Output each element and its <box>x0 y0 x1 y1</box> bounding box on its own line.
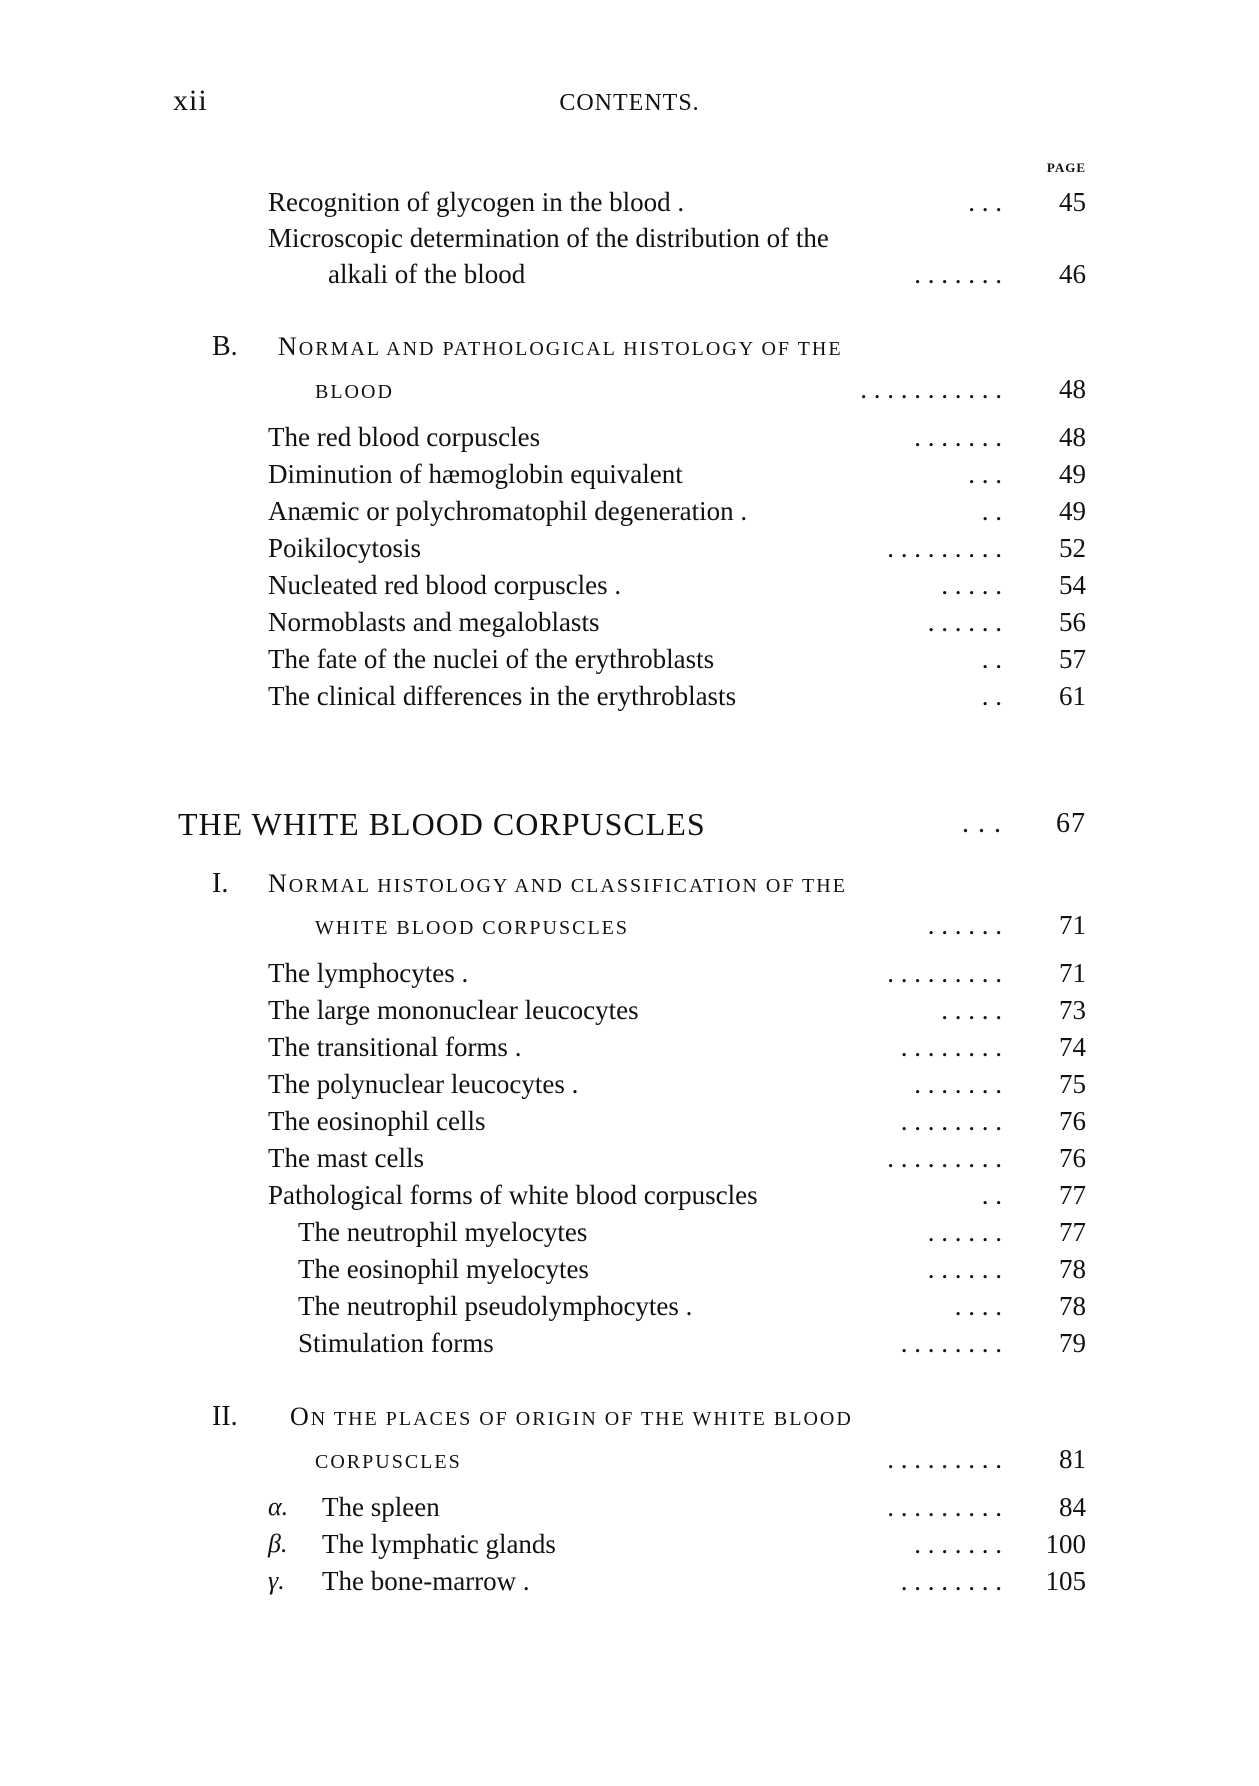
toc-entry-title: The transitional forms . <box>268 1032 522 1062</box>
toc-leader: . . . . . . . <box>914 1529 1002 1559</box>
toc-leader: . . . . . . . . . <box>887 958 1002 988</box>
toc-entry-title: The fate of the nuclei of the erythroblasts <box>268 644 715 674</box>
toc-entry-page: 75 <box>1059 1069 1086 1099</box>
toc-leader: . . . . . . . . <box>900 1032 1002 1062</box>
page-folio: xii <box>173 84 208 117</box>
toc-entry-page: 73 <box>1059 995 1086 1025</box>
toc-entry-title: The spleen <box>322 1492 440 1522</box>
toc-leader: . . . <box>968 459 1002 489</box>
section-heading-initial: N <box>268 869 289 898</box>
toc-entry-title: The bone-marrow . <box>322 1566 530 1596</box>
toc-entry-page: 52 <box>1059 533 1086 563</box>
toc-leader: . . . . . . . <box>914 422 1002 452</box>
section-heading-continuation[interactable] <box>315 1442 1086 1476</box>
section-heading-rest: ORMAL HISTOLOGY AND CLASSIFICATION OF THE <box>288 875 847 897</box>
toc-entry[interactable] <box>268 605 1086 639</box>
toc-entry[interactable] <box>322 1564 1086 1598</box>
toc-leader: . . . . . . <box>927 607 1002 637</box>
section-heading-continuation[interactable] <box>315 372 1086 406</box>
toc-leader: . . . . . . <box>927 1254 1002 1284</box>
toc-entry-page: 81 <box>1059 1444 1086 1474</box>
greek-marker: β. <box>268 1529 288 1558</box>
toc-entry-page: 100 <box>1045 1529 1086 1559</box>
toc-entry[interactable] <box>268 457 1086 491</box>
toc-leader: . . . . . . <box>927 1217 1002 1247</box>
toc-entry[interactable] <box>268 185 1086 219</box>
toc-entry-page: 76 <box>1059 1106 1086 1136</box>
toc-entry-title: The neutrophil pseudolymphocytes . <box>298 1291 693 1321</box>
page-column-label: PAGE <box>1046 160 1086 175</box>
section-heading[interactable] <box>268 867 847 903</box>
toc-entry-title: Recognition of glycogen in the blood . <box>268 187 685 217</box>
toc-leader: . . . . . . . . . <box>887 533 1002 563</box>
toc-entry[interactable] <box>268 1178 1086 1212</box>
section-heading-initial: O <box>290 1402 311 1431</box>
toc-entry[interactable] <box>268 993 1086 1027</box>
toc-leader: . . . . . . . . . <box>887 1444 1002 1474</box>
toc-entry-page: 71 <box>1059 958 1086 988</box>
toc-entry-page: 74 <box>1059 1032 1086 1062</box>
section-heading-cont-text: BLOOD <box>315 381 394 403</box>
toc-entry[interactable] <box>268 420 1086 454</box>
toc-entry[interactable] <box>268 494 1086 528</box>
toc-entry[interactable] <box>268 531 1086 565</box>
section-heading[interactable] <box>278 330 843 366</box>
toc-entry-title: alkali of the blood <box>328 259 526 289</box>
toc-entry-page: 49 <box>1059 496 1086 526</box>
toc-entry-page: 71 <box>1059 910 1086 940</box>
toc-entry-page: 49 <box>1059 459 1086 489</box>
toc-entry-title: The clinical differences in the erythroblasts <box>268 681 737 711</box>
chapter-heading[interactable] <box>178 804 1086 844</box>
section-heading-initial: N <box>278 332 299 361</box>
section-heading-continuation[interactable] <box>315 908 1086 942</box>
toc-entry-page: 105 <box>1045 1566 1086 1596</box>
toc-entry[interactable] <box>268 1104 1086 1138</box>
toc-leader: . . . . . . . <box>914 1069 1002 1099</box>
section-mark: I. <box>212 868 229 899</box>
toc-entry-title: Normoblasts and megaloblasts <box>268 607 600 637</box>
toc-subentry[interactable] <box>298 1252 1086 1286</box>
toc-entry[interactable] <box>268 1030 1086 1064</box>
section-heading-rest: ORMAL AND PATHOLOGICAL HISTOLOGY OF THE <box>298 338 843 360</box>
toc-entry[interactable] <box>328 257 1086 291</box>
toc-entry[interactable] <box>322 1490 1086 1524</box>
toc-entry-page: 46 <box>1059 259 1086 289</box>
toc-leader: . . . . . . . . <box>900 1328 1002 1358</box>
section-heading-cont-text: CORPUSCLES <box>315 1451 462 1473</box>
toc-entry-page: 45 <box>1059 187 1086 217</box>
toc-leader: . . . . . . . . . <box>887 1492 1002 1522</box>
toc-subentry[interactable] <box>298 1326 1086 1360</box>
running-head: CONTENTS. <box>559 90 700 116</box>
section-mark: II. <box>212 1401 238 1432</box>
toc-entry-title: Poikilocytosis <box>268 533 422 563</box>
toc-entry[interactable] <box>268 568 1086 602</box>
toc-entry[interactable] <box>268 1067 1086 1101</box>
toc-entry[interactable] <box>268 642 1086 676</box>
toc-subentry[interactable] <box>298 1289 1086 1323</box>
toc-leader: . . . . . . . <box>914 259 1002 289</box>
toc-leader: . . . . . . . . . . . <box>860 374 1002 404</box>
toc-entry-title: Anæmic or polychromatophil degeneration . <box>268 496 748 526</box>
toc-leader: . . . . . . . . . <box>887 1143 1002 1173</box>
greek-marker: α. <box>268 1492 289 1521</box>
section-heading-cont-text: WHITE BLOOD CORPUSCLES <box>315 917 630 939</box>
toc-leader: . . . . . <box>941 570 1002 600</box>
toc-leader: . . . . . . . . <box>900 1566 1002 1596</box>
toc-entry-title: Nucleated red blood corpuscles . <box>268 570 622 600</box>
toc-entry-title: The lymphatic glands <box>322 1529 556 1559</box>
toc-entry-title: The neutrophil myelocytes <box>298 1217 588 1247</box>
toc-subentry[interactable] <box>298 1215 1086 1249</box>
toc-entry-page: 76 <box>1059 1143 1086 1173</box>
section-mark: B. <box>212 331 238 362</box>
toc-entry-title: Microscopic determination of the distribution of the <box>268 223 829 253</box>
toc-entry-page: 57 <box>1059 644 1086 674</box>
chapter-page: 67 <box>1056 808 1086 839</box>
toc-leader: . . . . . . . . <box>900 1106 1002 1136</box>
toc-entry-title: Diminution of hæmoglobin equivalent <box>268 459 683 489</box>
toc-entry-page: 48 <box>1059 374 1086 404</box>
toc-entry-page: 54 <box>1059 570 1086 600</box>
section-heading-rest: N THE PLACES OF ORIGIN OF THE WHITE BLOOD <box>310 1408 853 1430</box>
toc-entry-page: 77 <box>1059 1217 1086 1247</box>
toc-entry-title: The red blood corpuscles <box>268 422 541 452</box>
toc-leader: . . . <box>968 187 1002 217</box>
toc-leader: . . . <box>962 808 1002 839</box>
greek-marker: γ. <box>268 1566 285 1595</box>
toc-entry-title: The lymphocytes . <box>268 958 469 988</box>
toc-leader: . . <box>981 644 1002 674</box>
toc-entry-page: 78 <box>1059 1291 1086 1321</box>
toc-leader: . . <box>981 1180 1002 1210</box>
toc-entry-title: Stimulation forms <box>298 1328 494 1358</box>
toc-entry-title: The mast cells <box>268 1143 424 1173</box>
toc-entry-page: 79 <box>1059 1328 1086 1358</box>
toc-leader: . . <box>981 496 1002 526</box>
toc-leader: . . . . <box>954 1291 1002 1321</box>
toc-entry-page: 48 <box>1059 422 1086 452</box>
toc-entry-page: 77 <box>1059 1180 1086 1210</box>
toc-entry[interactable] <box>268 221 1086 255</box>
toc-leader: . . . . . <box>941 995 1002 1025</box>
toc-entry[interactable] <box>268 956 1086 990</box>
toc-entry-page: 78 <box>1059 1254 1086 1284</box>
toc-entry-title: The polynuclear leucocytes . <box>268 1069 579 1099</box>
toc-entry-title: The eosinophil cells <box>268 1106 486 1136</box>
toc-entry-title: The eosinophil myelocytes <box>298 1254 589 1284</box>
section-heading[interactable] <box>290 1400 853 1436</box>
toc-entry-title: Pathological forms of white blood corpuscles <box>268 1180 758 1210</box>
toc-entry-page: 84 <box>1059 1492 1086 1522</box>
toc-entry-page: 61 <box>1059 681 1086 711</box>
chapter-title: THE WHITE BLOOD CORPUSCLES <box>178 806 706 842</box>
toc-entry[interactable] <box>322 1527 1086 1561</box>
toc-entry-title: The large mononuclear leucocytes <box>268 995 639 1025</box>
toc-leader: . . <box>981 681 1002 711</box>
toc-entry[interactable] <box>268 679 1086 713</box>
toc-entry[interactable] <box>268 1141 1086 1175</box>
toc-entry-page: 56 <box>1059 607 1086 637</box>
toc-leader: . . . . . . <box>927 910 1002 940</box>
